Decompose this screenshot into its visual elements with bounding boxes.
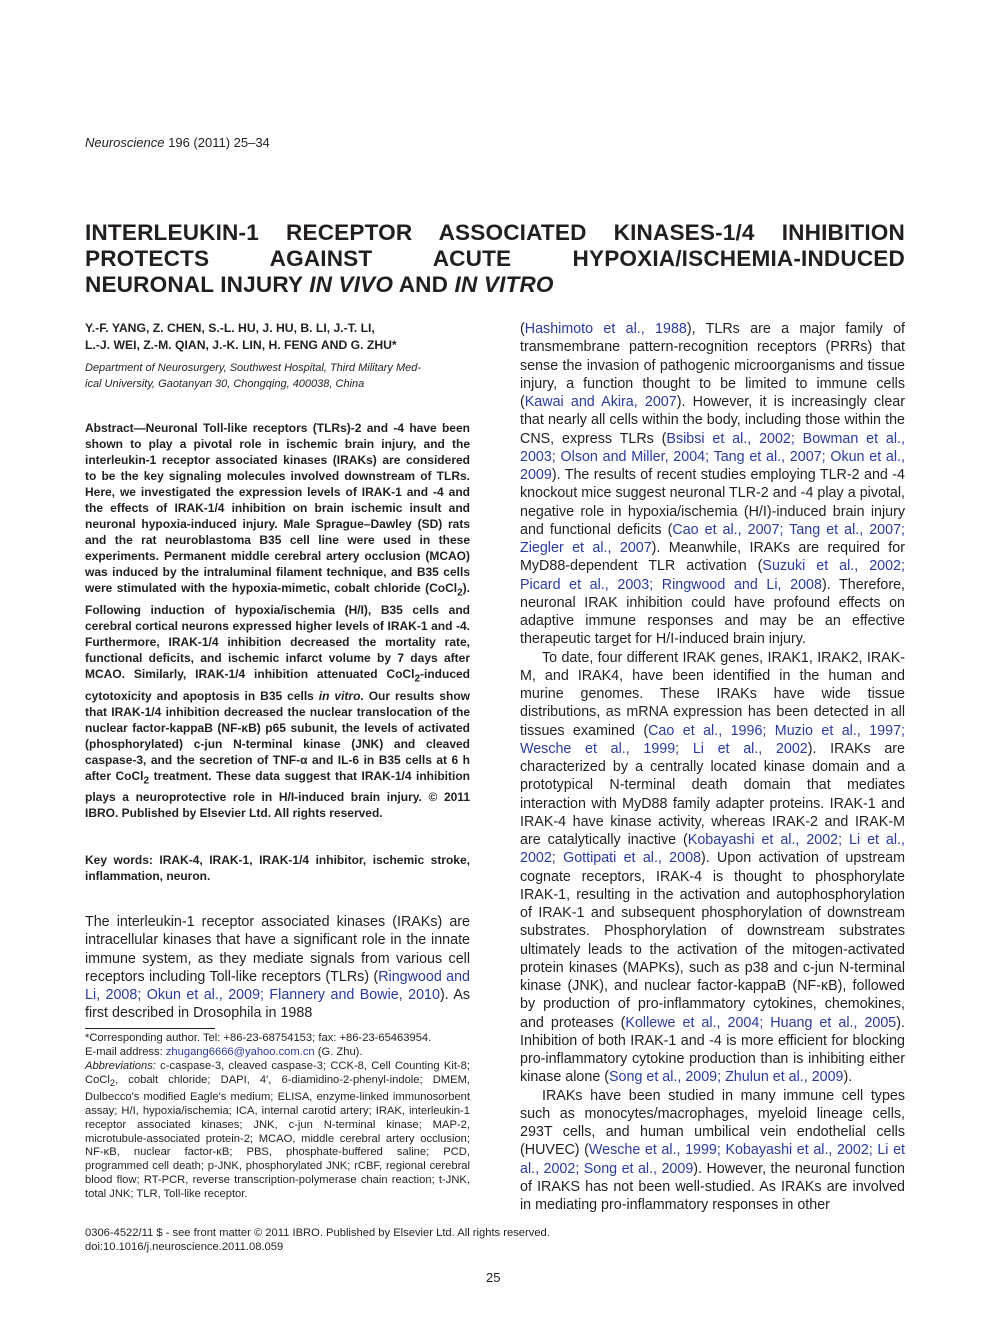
- citation-link[interactable]: Cao et al., 2007; Tang et al., 2007; Ziegler et al., 2007: [520, 521, 906, 556]
- page-number: 25: [486, 1270, 501, 1285]
- title-part: AND: [393, 272, 455, 297]
- affiliation-line-1: Department of Neurosurgery, Southwest Hospital, Third Military Med-: [85, 362, 422, 374]
- citation-link[interactable]: Suzuki et al., 2002; Picard et al., 2003; Ringwood and Li, 2008: [520, 558, 905, 593]
- citation-link[interactable]: Bsibsi et al., 2002; Bowman et al., 2003; Olson and Miller, 2004; Tang et al., 2007; Okun et al., 2009: [520, 430, 905, 483]
- journal-volume-pages: 196 (2011) 25–34: [164, 135, 270, 150]
- citation-link[interactable]: Ringwood and Li, 2008; Okun et al., 2009; Flannery and Bowie, 2010: [85, 968, 470, 1003]
- intro-paragraph-3: [520, 1087, 905, 1215]
- title-line-3: [85, 272, 905, 298]
- citation-link[interactable]: Song et al., 2009; Zhulun et al., 2009: [609, 1069, 844, 1086]
- title-in-vivo: IN VIVO: [309, 272, 394, 297]
- footnotes: [85, 1032, 470, 1202]
- intro-paragraph-1: [520, 320, 905, 649]
- author-list: [85, 320, 470, 354]
- footnote-divider: [85, 1028, 215, 1029]
- body-text: ). The results of recent studies employing TLR-2 and -4 knockout mice suggest neuronal TLR-2 and -4 play a pivotal, negative role in hypoxia/ischemia (H/I)-induced brain injury and functional deficits (: [520, 467, 905, 538]
- abstract-text: ). Following induction of hypoxia/ischemia (H/I), B35 cells and cerebral cortical neurons expressed higher levels of IRAK-1 and -4. Furthermore, IRAK-1/4 inhibition decreased the mortality rate, functional deficits, and ischemic infarct volume by 7 days after MCAO. Similarly, IRAK-1/4 inhibition attenuated CoCl: [85, 581, 470, 682]
- body-text: ). As first described in Drosophila in 1988: [85, 987, 471, 1022]
- body-text: ). Upon activation of upstream cognate receptors, IRAK-4 is thought to phosphorylate IRAK-1, resulting in the activation and autophosphorylation of IRAK-1 and subsequent phosphorylation of downstream substrates. Phosphorylation of downstream substrates ultimately leads to the activation of the mitogen-activated protein kinases (MAPKs), such as p38 and c-jun N-terminal kinase (JNK), and nuclear factor-kappaB (NF-κB), followed by production of pro-inflammatory cytokines, chemokines, and proteases (: [520, 850, 905, 1031]
- body-text: IRAKs have been studied in many immune cell types such as monocytes/macrophages, myeloid lineage cells, 293T cells, and human umbilical vein endothelial cells (HUVEC) (: [520, 1087, 905, 1159]
- authors-line-1: Y.-F. YANG, Z. CHEN, S.-L. HU, J. HU, B. LI, J.-T. LI,: [85, 321, 375, 335]
- journal-name: Neuroscience: [85, 135, 165, 150]
- email-footnote: [85, 1046, 470, 1060]
- title-line-1: INTERLEUKIN-1 RECEPTOR ASSOCIATED KINASES-1/4 INHIBITION: [85, 220, 905, 245]
- title-line-2: PROTECTS AGAINST ACUTE HYPOXIA/ISCHEMIA-INDUCED: [85, 246, 905, 271]
- body-text: ). Inhibition of both IRAK-1 and -4 is more efficient for blocking pro-inflammatory cytokine production than is inhibiting either kinase alone (: [520, 1014, 905, 1086]
- citation-link[interactable]: Kawai and Akira, 2007: [524, 394, 677, 410]
- body-text: ). However, it is increasingly clear that nearly all cells within the body, including those within the CNS, express TLRs (: [520, 394, 905, 447]
- subscript: 2: [143, 775, 150, 787]
- title-in-vitro: IN VITRO: [454, 272, 554, 297]
- affiliation-line-2: ical University, Gaotanyan 30, Chongqing, 400038, China: [85, 378, 365, 390]
- body-text: ). However, the neuronal function of IRAKS has not been well-studied. As IRAKs are involved in mediating pro-inflammatory responses in other: [520, 1160, 905, 1213]
- doi-line: doi:10.1016/j.neuroscience.2011.08.059: [85, 1241, 284, 1253]
- abstract-text: treatment. These data suggest that IRAK-1/4 inhibition plays a neuroprotective role in H/I-induced brain injury. © 2011 IBRO. Published by Elsevier Ltd. All rights reserved.: [85, 768, 470, 821]
- abbreviations-label: Abbreviations:: [85, 1059, 156, 1072]
- intro-paragraph-left: [85, 913, 470, 1023]
- abbreviations-text: , cobalt chloride; DAPI, 4′, 6-diamidino-2-phenyl-indole; DMEM, Dulbecco's modified Eagle's medium; ELISA, enzyme-linked immunosorbent assay; H/I, hypoxia/ischemia; ICA, internal carotid artery; IRAK, interleukin-1 receptor associated kinases; JNK, c-jun N-terminal kinase; MAP-2, microtubule-associated protein-2; MCAO, middle cerebral artery occlusion; NF-κB, nuclear factor-κB; PBS, phosphate-buffered saline; PCD, programmed cell death; p-JNK, phosphorylated JNK; rCBF, regional cerebral blood flow; RT-PCR, reverse transcription-polymerase chain reaction; t-JNK, total JNK; TLR, Toll-like receptor.: [85, 1073, 470, 1201]
- title-part: NEURONAL INJURY: [85, 272, 310, 297]
- copyright-block: [85, 1226, 550, 1254]
- corresponding-author: *Corresponding author. Tel: +86-23-68754153; fax: +86-23-65463954.: [85, 1032, 432, 1044]
- citation-link[interactable]: Kollewe et al., 2004; Huang et al., 2005: [625, 1014, 897, 1031]
- abbreviations: [85, 1060, 470, 1202]
- affiliation: [85, 360, 421, 392]
- body-text: ), TLRs are a major family of transmembrane pattern-recognition receptors (PRRs) that sense the invasion of pathogenic microorganisms and tissue injury, a function thought to be limited to immune cells (: [520, 321, 905, 410]
- left-column: [85, 320, 471, 1201]
- subscript: 2: [109, 1077, 116, 1088]
- abstract-text: Abstract—Neuronal Toll-like receptors (TLRs)-2 and -4 have been shown to play a pivotal role in ischemic brain injury, and the interleukin-1 receptor associated kinases (IRAKs) are considered to be the key signaling molecules involved downstream of TLRs. Here, we investigated the expression levels of IRAK-1 and -4 and the effects of IRAK-1/4 inhibition on brain ischemic insult and neuronal hypoxia-induced injury. Male Sprague–Dawley (SD) rats and the rat neuroblastoma B35 cell line were used in these experiments. Permanent middle cerebral artery occlusion (MCAO) was induced by the intraluminal filament technique, and B35 cells were stimulated with the hypoxia-mimetic, cobalt chloride (CoCl: [85, 421, 470, 596]
- body-text: ). Meanwhile, IRAKs are required for MyD88-dependent TLR activation (: [520, 540, 905, 575]
- abstract: [85, 420, 470, 821]
- citation-link[interactable]: Cao et al., 1996; Muzio et al., 1997; Wesche et al., 1999; Li et al., 2002: [520, 722, 905, 757]
- subscript: 2: [457, 587, 463, 599]
- abstract-text: . Our results show that IRAK-1/4 inhibition decreased the nuclear translocation of the nuclear factor-kappaB (NF-κB) p65 subunit, the levels of activated (phosphorylated) c-jun N-terminal kinase (JNK) and cleaved caspase-3, and the secretion of TNF-α and IL-6 in B35 cells at 6 h after CoCl: [85, 688, 470, 783]
- keywords: Key words: IRAK-4, IRAK-1, IRAK-1/4 inhibitor, ischemic stroke, inflammation, neuron.: [85, 853, 470, 884]
- authors-line-2: L.-J. WEI, Z.-M. QIAN, J.-K. LIN, H. FENG AND G. ZHU*: [85, 338, 397, 352]
- copyright-line: 0306-4522/11 $ - see front matter © 2011 IBRO. Published by Elsevier Ltd. All rights reserved.: [85, 1227, 550, 1239]
- abbreviations-text: c-caspase-3, cleaved caspase-3; CCK-8, Cell Counting Kit-8; CoCl: [85, 1059, 470, 1086]
- body-text: ).: [843, 1069, 853, 1086]
- body-text: To date, four different IRAK genes, IRAK1, IRAK2, IRAK-M, and IRAK4, have been identified in the human and murine genomes. These IRAKs have wide tissue distributions, as mRNA expression has been detected in all tissues examined (: [520, 649, 905, 739]
- abstract-in-vitro: in vitro: [318, 688, 361, 703]
- body-text: (: [520, 321, 525, 337]
- intro-paragraph-2: [520, 649, 905, 1087]
- email-suffix: (G. Zhu).: [314, 1045, 363, 1058]
- citation-link[interactable]: Kobayashi et al., 2002; Li et al., 2002; Gottipati et al., 2008: [520, 832, 905, 867]
- body-text: ). IRAKs are characterized by a centrally located kinase domain and a prototypical N-terminal death domain that mediates interaction with MyD88 family adapter proteins. IRAK-1 and IRAK-4 have kinase activity, whereas IRAK-2 and IRAK-M are catalytically inactive (: [520, 740, 905, 848]
- journal-citation: [85, 135, 270, 150]
- body-text: ). Therefore, neuronal IRAK inhibition could have profound effects on adaptive immune responses and may be an effective therapeutic target for H/I-induced brain injury.: [520, 576, 905, 648]
- body-text: The interleukin-1 receptor associated kinases (IRAKs) are intracellular kinases that have a significant role in the innate immune system, as they mediate signals from various cell receptors including Toll-like receptors (TLRs) (: [85, 914, 470, 985]
- article-title: [85, 220, 905, 298]
- abstract-text: -induced cytotoxicity and apoptosis in B35 cells: [85, 667, 470, 703]
- email-label: E-mail address:: [85, 1045, 166, 1058]
- citation-link[interactable]: Wesche et al., 1999; Kobayashi et al., 2002; Li et al., 2002; Song et al., 2009: [520, 1142, 905, 1177]
- subscript: 2: [414, 673, 420, 685]
- right-column: [520, 320, 905, 1214]
- citation-link[interactable]: Hashimoto et al., 1988: [524, 321, 687, 337]
- email-link[interactable]: zhugang6666@yahoo.com.cn: [165, 1045, 315, 1058]
